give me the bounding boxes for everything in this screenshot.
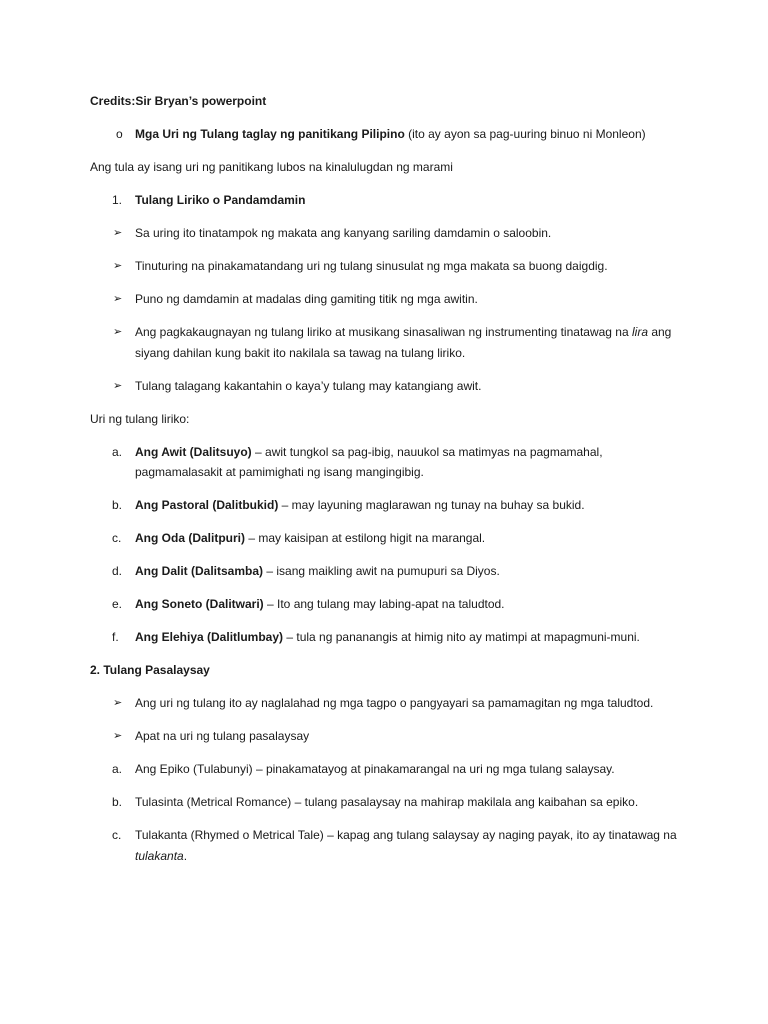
liriko-types-heading (90, 409, 680, 430)
list-letter: c. (112, 828, 122, 842)
type-name: Ang Awit (Dalitsuyo) (135, 444, 252, 459)
type-name: Ang Elehiya (Dalitlumbay) (135, 630, 284, 644)
list-item (112, 528, 680, 549)
list-item-text: Ang Epiko (Tulabunyi) – pinakamatayog at pinakamarangal na uri ng mga tulang salaysay. (135, 762, 615, 776)
list-letter: d. (112, 564, 123, 578)
list-item (113, 376, 680, 397)
list-item-text: Tulang talagang kakantahin o kaya’y tulang may katangiang awit. (135, 378, 482, 393)
list-item-text: Tulakanta (Rhymed o Metrical Tale) – kapag ang tulang salaysay ay naging payak, ito ay tinatawag na (135, 828, 677, 842)
circle-bullet-icon: o (116, 127, 123, 141)
list-item (112, 495, 680, 516)
type-description: – may kaisipan at estilong higit na marangal. (245, 531, 486, 545)
list-item-text: Apat na uri ng tulang pasalaysay (135, 729, 310, 743)
credits-line (90, 91, 680, 112)
type-description: – tula ng pananangis at himig nito ay matimpi at mapagmuni-muni. (283, 630, 640, 644)
list-item (112, 759, 680, 780)
list-item-italic: tulakanta (135, 848, 184, 863)
section-pasalaysay-heading (90, 660, 680, 681)
list-item (112, 594, 680, 615)
arrow-bullet-icon: ➢ (113, 697, 123, 709)
list-item-text: Ang uri ng tulang ito ay naglalahad ng mga tagpo o pangyayari sa pamamagitan ng mga taludtod. (135, 696, 654, 710)
list-item (112, 627, 680, 648)
list-item (113, 322, 680, 363)
list-item (113, 693, 680, 714)
list-letter: a. (112, 762, 123, 776)
arrow-bullet-icon: ➢ (113, 260, 123, 272)
list-item (112, 561, 680, 582)
scheme-note-item (116, 124, 680, 145)
list-item-text: Ang pagkakaugnayan ng tulang liriko at musikang sinasaliwan ng instrumenting tinatawag na (135, 325, 632, 339)
list-item-text: Tinuturing na pinakamatandang uri ng tulang sinusulat ng mga makata sa buong daigdig. (135, 259, 608, 273)
list-item (113, 726, 680, 747)
list-item-text: Puno ng damdamin at madalas ding gamiting titik ng mga awitin. (135, 292, 478, 306)
list-item (113, 289, 680, 310)
list-item (113, 256, 680, 277)
scheme-note-rest: (ito ay ayon sa pag-uuring binuo ni Monleon) (404, 127, 646, 141)
list-item-italic: lira (631, 325, 648, 339)
type-name: Ang Pastoral (Dalitbukid) (135, 498, 279, 512)
list-item-text: Tulasinta (Metrical Romance) – tulang pasalaysay na mahirap makilala ang kaibahan sa epiko. (135, 795, 639, 809)
list-item-text-rest: ang siyang dahilan kung bakit ito nakilala sa tawag na tulang liriko. (135, 325, 672, 360)
arrow-bullet-icon: ➢ (113, 730, 123, 742)
list-item (112, 442, 680, 483)
section-number: 1. (112, 193, 123, 207)
list-letter: a. (112, 444, 123, 459)
arrow-bullet-icon: ➢ (113, 293, 123, 305)
section-liriko-heading (112, 190, 680, 211)
section-title: Tulang Liriko o Pandamdamin (135, 193, 306, 207)
type-description: – isang maikling awit na pumupuri sa Diyos. (263, 564, 500, 578)
list-item (113, 223, 680, 244)
list-item (112, 792, 680, 813)
type-description: – may layuning maglarawan ng tunay na buhay sa bukid. (278, 498, 585, 512)
type-description: – awit tungkol sa pag-ibig, nauukol sa matimyas na pagmamahal, pagmamalasakit at pamimighati ng isang mangingibig. (135, 444, 603, 479)
credits-text: Credits:Sir Bryan’s powerpoint (90, 94, 267, 108)
arrow-bullet-icon: ➢ (113, 227, 123, 239)
list-letter: f. (112, 630, 119, 644)
section-title: 2. Tulang Pasalaysay (90, 663, 210, 677)
intro-paragraph (90, 157, 680, 178)
type-description: – Ito ang tulang may labing-apat na taludtod. (263, 597, 505, 611)
arrow-bullet-icon: ➢ (113, 326, 123, 338)
liriko-types-heading-text: Uri ng tulang liriko: (90, 411, 190, 426)
list-item-text: Sa uring ito tinatampok ng makata ang kanyang sariling damdamin o saloobin. (135, 226, 552, 240)
list-letter: b. (112, 498, 123, 512)
type-name: Ang Dalit (Dalitsamba) (135, 564, 264, 578)
list-letter: e. (112, 597, 123, 611)
list-letter: c. (112, 531, 122, 545)
scheme-note-bold: Mga Uri ng Tulang taglay ng panitikang Pilipino (135, 127, 405, 141)
list-letter: b. (112, 795, 123, 809)
list-item (112, 825, 680, 866)
type-name: Ang Soneto (Dalitwari) (135, 597, 264, 611)
type-name: Ang Oda (Dalitpuri) (135, 531, 245, 545)
list-item-text-rest: . (183, 848, 188, 863)
intro-text: Ang tula ay isang uri ng panitikang lubos na kinalulugdan ng marami (90, 160, 453, 174)
arrow-bullet-icon: ➢ (113, 379, 123, 392)
